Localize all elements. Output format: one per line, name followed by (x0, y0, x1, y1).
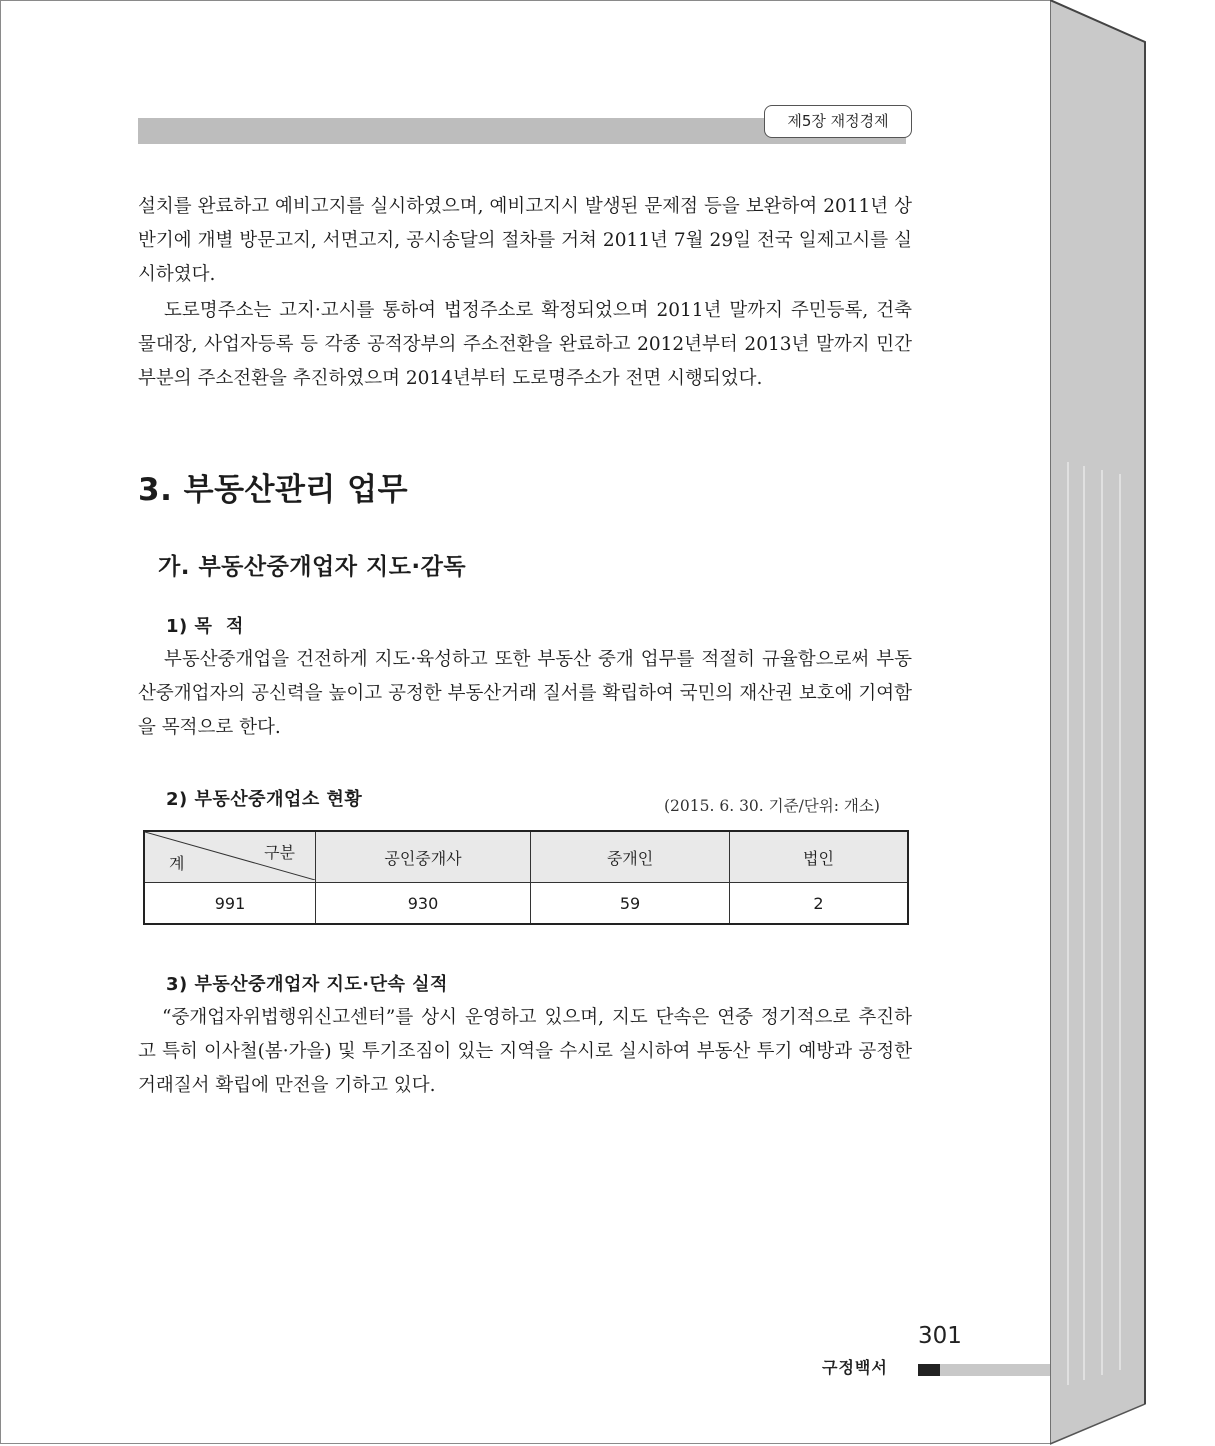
purpose-heading: 1) 목 적 (166, 616, 244, 637)
table-cell: 2 (730, 883, 909, 925)
enforcement-paragraph: “중개업자위법행위신고센터”를 상시 운영하고 있으며, 지도 단속은 연중 정기적으로 추진하고 특히 이사철(봄·가을) 및 투기조짐이 있는 지역을 수시로 실시하여 부동산 투기 예방과 공정한 거래질서 확립에 만전을 기하고 있다. (138, 1007, 912, 1096)
corner-top-label: 구분 (264, 843, 295, 862)
table-row (144, 883, 908, 925)
book-title: 구정백서 (822, 1358, 888, 1377)
table-cell: 59 (531, 883, 730, 925)
corner-bottom-label: 계 (169, 854, 185, 873)
intro-paragraph-2: 도로명주소는 고지·고시를 통하여 법정주소로 확정되었으며 2011년 말까지 주민등록, 건축물대장, 사업자등록 등 각종 공적장부의 주소전환을 완료하고 2012년부터 2013년 말까지 민간부분의 주소전환을 추진하였으며 2014년부터 도로명주소가 전면 시행되었다. (138, 300, 912, 389)
status-heading: 2) 부동산중개업소 현황 (166, 789, 363, 810)
section-title: 3. 부동산관리 업무 (138, 472, 409, 508)
table-header-cell: 공인중개사 (316, 831, 531, 883)
realtor-status-table (143, 830, 909, 925)
footer-marker (918, 1364, 940, 1376)
table-cell: 930 (316, 883, 531, 925)
purpose-paragraph: 부동산중개업을 건전하게 지도·육성하고 또한 부동산 중개 업무를 적절히 규율함으로써 부동산중개업자의 공신력을 높이고 공정한 부동산거래 질서를 확립하여 국민의 재산권 보호에 기여함을 목적으로 한다. (138, 649, 912, 738)
subsection-title: 가. 부동산중개업자 지도·감독 (158, 554, 467, 580)
book-spine (1050, 0, 1215, 1446)
enforcement-heading: 3) 부동산중개업자 지도·단속 실적 (166, 974, 448, 995)
table-header-cell: 중개인 (531, 831, 730, 883)
table-header-row (144, 831, 908, 883)
footer-bar (940, 1364, 1050, 1376)
table-corner-cell (144, 831, 316, 883)
unit-note: (2015. 6. 30. 기준/단위: 개소) (664, 797, 880, 815)
table-header-cell: 법인 (730, 831, 909, 883)
page-number: 301 (918, 1323, 962, 1349)
chapter-tab: 제5장 재정경제 (764, 105, 912, 138)
table-cell-total: 991 (144, 883, 316, 925)
intro-paragraph-1: 설치를 완료하고 예비고지를 실시하였으며, 예비고지시 발생된 문제점 등을 보완하여 2011년 상반기에 개별 방문고지, 서면고지, 공시송달의 절차를 거쳐 2011년 7월 29일 전국 일제고시를 실시하였다. (138, 196, 912, 285)
